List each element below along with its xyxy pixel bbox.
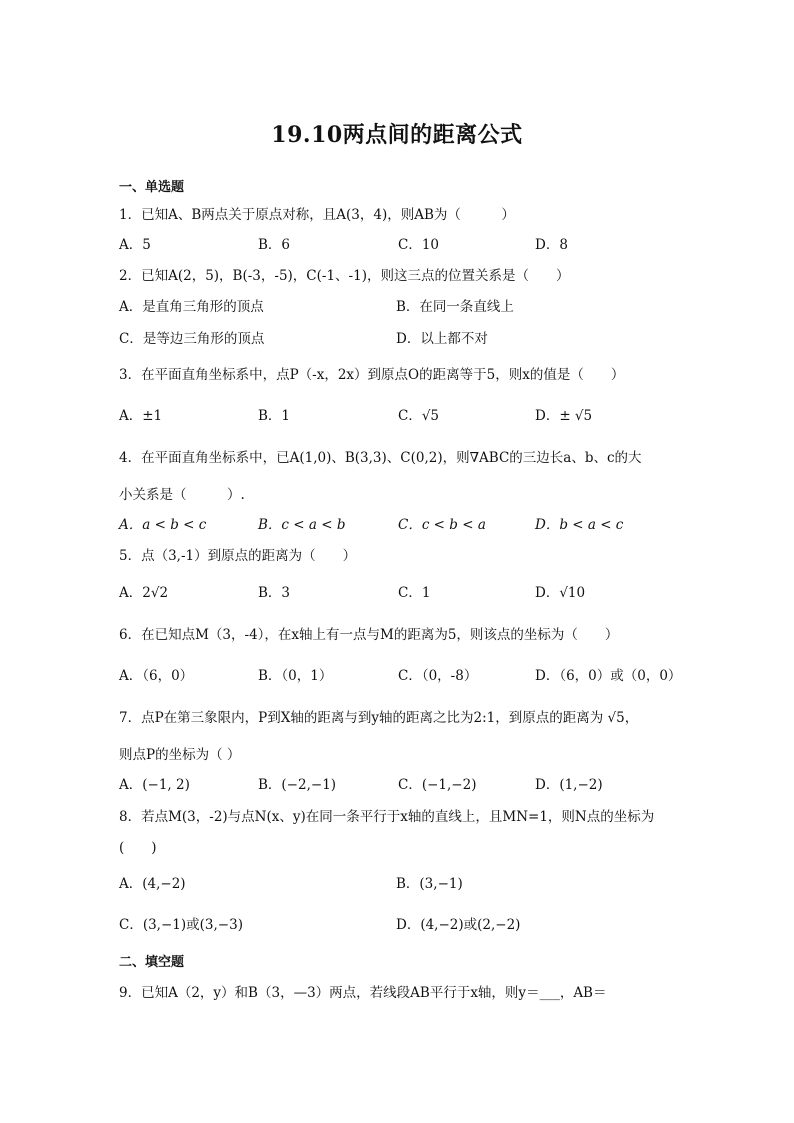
q7-option-c[interactable]: C．(−1,−2) <box>398 777 477 793</box>
q5-option-d[interactable]: D．√10 <box>535 585 586 601</box>
q4-option-a[interactable]: A．a < b < c <box>119 517 207 533</box>
q3-option-b[interactable]: B．1 <box>258 408 291 424</box>
question-7-stem-continued: 则点P的坐标为（ ） <box>119 747 241 763</box>
q3-option-c[interactable]: C．√5 <box>398 408 440 424</box>
q8-option-a[interactable]: A．(4,−2) <box>119 876 186 892</box>
q4-option-c[interactable]: C．c < b < a <box>398 517 486 533</box>
q1-option-b[interactable]: B．6 <box>258 237 291 253</box>
question-3-options <box>119 404 679 424</box>
question-2-stem: 2．已知A(2，5)，B(-3，-5)，C(-1、-1)，则这三点的位置关系是（ ） <box>119 268 570 284</box>
q1-option-d[interactable]: D．8 <box>535 237 568 253</box>
question-8-options-row-1 <box>119 872 679 892</box>
q8-option-c[interactable]: C．(3,−1)或(3,−3) <box>119 917 243 933</box>
question-7-options <box>119 773 679 793</box>
question-1-stem: 1．已知A、B两点关于原点对称，且A(3，4)，则AB为（ ） <box>119 207 515 223</box>
q6-option-d[interactable]: D．（6，0）或（0，0） <box>535 668 682 684</box>
page-title: 19.10两点间的距离公式 <box>271 122 523 148</box>
q7-option-b[interactable]: B．(−2,−1) <box>258 777 337 793</box>
q8-option-b[interactable]: B．(3,−1) <box>396 876 463 892</box>
q4-option-b[interactable]: B．c < a < b <box>258 517 346 533</box>
question-4-stem-continued: 小关系是（ ）. <box>119 487 245 503</box>
q2-option-c[interactable]: C．是等边三角形的顶点 <box>119 331 265 347</box>
q3-option-a[interactable]: A．±1 <box>119 408 163 424</box>
q3-option-d[interactable]: D．± √5 <box>535 408 593 424</box>
q6-option-a[interactable]: A．（6，0） <box>119 668 194 684</box>
question-7-stem: 7．点P在第三象限内，P到X轴的距离与到y轴的距离之比为2:1，到原点的距离为 √5， <box>119 710 639 726</box>
q1-option-a[interactable]: A．5 <box>119 237 151 253</box>
question-8-stem-continued: ( ) <box>119 840 157 856</box>
question-4-options <box>119 513 679 533</box>
q6-option-c[interactable]: C．（0，-8） <box>398 668 478 684</box>
q8-option-d[interactable]: D．(4,−2)或(2,−2) <box>396 917 521 933</box>
q7-option-a[interactable]: A．(−1, 2) <box>119 777 190 793</box>
question-9-stem: 9．已知A（2，y）和B（3，—3）两点，若线段AB平行于x轴，则y＝___，AB＝ <box>119 985 607 1001</box>
question-4-stem: 4．在平面直角坐标系中，已A(1,0)、B(3,3)、C(0,2)，则∇ABC的三边长a、b、c的大 <box>119 450 642 466</box>
question-2-options-row-1 <box>119 295 679 315</box>
q5-option-c[interactable]: C．1 <box>398 585 431 601</box>
section-heading-single-choice: 一、单选题 <box>119 180 185 195</box>
q2-option-b[interactable]: B．在同一条直线上 <box>396 299 514 315</box>
q6-option-b[interactable]: B．（0，1） <box>258 668 333 684</box>
question-1-options <box>119 233 679 253</box>
q5-option-a[interactable]: A．2√2 <box>119 585 169 601</box>
q2-option-a[interactable]: A．是直角三角形的顶点 <box>119 299 264 315</box>
q7-option-d[interactable]: D．(1,−2) <box>535 777 603 793</box>
q4-option-d[interactable]: D．b < a < c <box>535 517 624 533</box>
q1-option-c[interactable]: C．10 <box>398 237 440 253</box>
question-8-options-row-2 <box>119 913 679 933</box>
question-5-stem: 5．点（3,-1）到原点的距离为（ ） <box>119 548 357 564</box>
question-5-options <box>119 581 679 601</box>
question-2-options-row-2 <box>119 327 679 347</box>
q2-option-d[interactable]: D．以上都不对 <box>396 331 488 347</box>
q5-option-b[interactable]: B．3 <box>258 585 291 601</box>
question-8-stem: 8．若点M(3，-2)与点N(x、y)在同一条平行于x轴的直线上，且MN=1，则N点的坐标为 <box>119 809 655 825</box>
question-6-options <box>119 664 682 684</box>
question-3-stem: 3．在平面直角坐标系中，点P（-x，2x）到原点O的距离等于5，则x的值是（ ） <box>119 367 625 383</box>
section-heading-fill-in: 二、填空题 <box>119 955 185 970</box>
question-6-stem: 6．在已知点M（3，-4），在x轴上有一点与M的距离为5，则该点的坐标为（ ） <box>119 627 619 643</box>
